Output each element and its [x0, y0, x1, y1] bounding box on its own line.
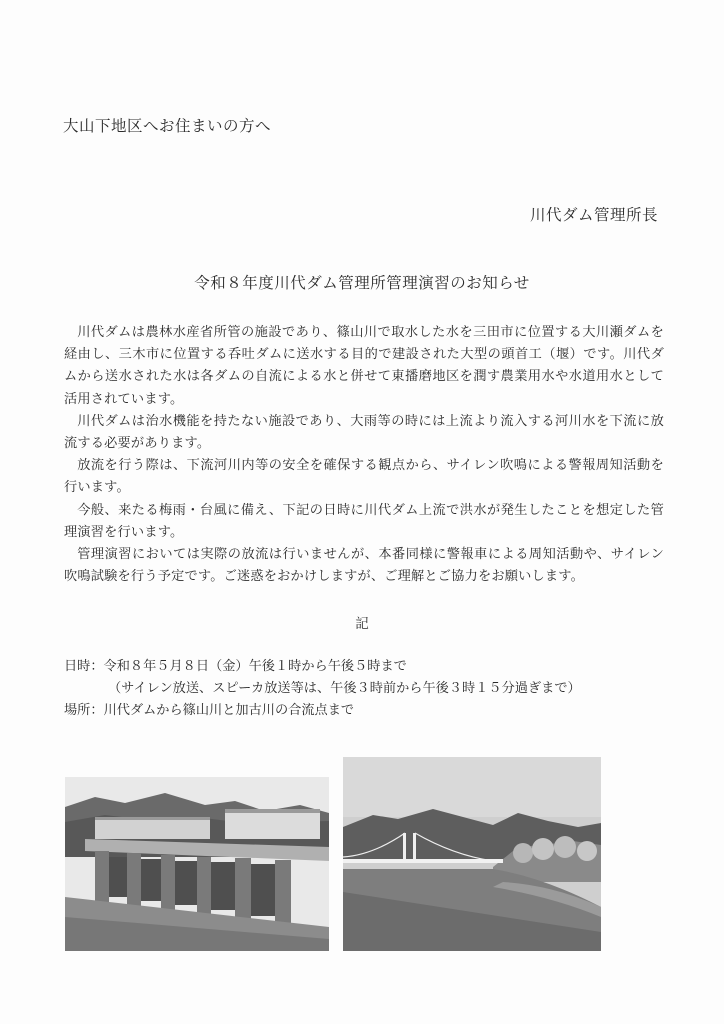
paragraph: 川代ダムは治水機能を持たない施設であり、大雨等の時には上流より流入する河川水を下流に放流する必要があります。 — [64, 413, 664, 452]
event-datetime-note: （サイレン放送、スピーカ放送等は、午後３時前から午後３時１５分過ぎまで） — [108, 681, 581, 696]
event-datetime: 日時：令和８年５月８日（金）午後１時から午後５時まで — [64, 659, 407, 674]
paragraph: 川代ダムは農林水産省所管の施設であり、篠山川で取水した水を三田市に位置する大川瀬ダムを経由し、三木市に位置する呑吐ダムに送水する目的で建設された大型の頭首工（堰）です。川代ダムから送水された水は各ダムの自流による水と併せて東播磨地区を潤す農業用水や水道用水として活用されています。 — [64, 325, 664, 407]
addressee: 大山下地区へお住まいの方へ — [63, 117, 272, 135]
paragraph: 管理演習においては実際の放流は行いませんが、本番同様に警報車による周知活動や、サイレン吹鳴試験を行う予定です。ご迷惑をおかけしますが、ご理解とご協力をお願いします。 — [64, 547, 664, 585]
paragraph: 放流を行う際は、下流河川内等の安全を確保する観点から、サイレン吹鳴による警報周知活動を行います。 — [64, 458, 664, 496]
notice-title: 令和８年度川代ダム管理所管理演習のお知らせ — [194, 274, 530, 292]
dam-facility-photo — [65, 777, 329, 951]
notice-body — [64, 322, 664, 588]
event-details — [64, 656, 581, 722]
event-location: 場所：川代ダムから篠山川と加古川の合流点まで — [64, 703, 355, 718]
sender: 川代ダム管理所長 — [529, 206, 658, 224]
river-bridge-photo — [343, 757, 601, 951]
ki-heading: 記 — [355, 616, 369, 632]
dam-facility-image — [65, 777, 329, 951]
paragraph: 今般、来たる梅雨・台風に備え、下記の日時に川代ダム上流で洪水が発生したことを想定した管理演習を行います。 — [64, 502, 664, 540]
river-bridge-image — [343, 757, 601, 951]
